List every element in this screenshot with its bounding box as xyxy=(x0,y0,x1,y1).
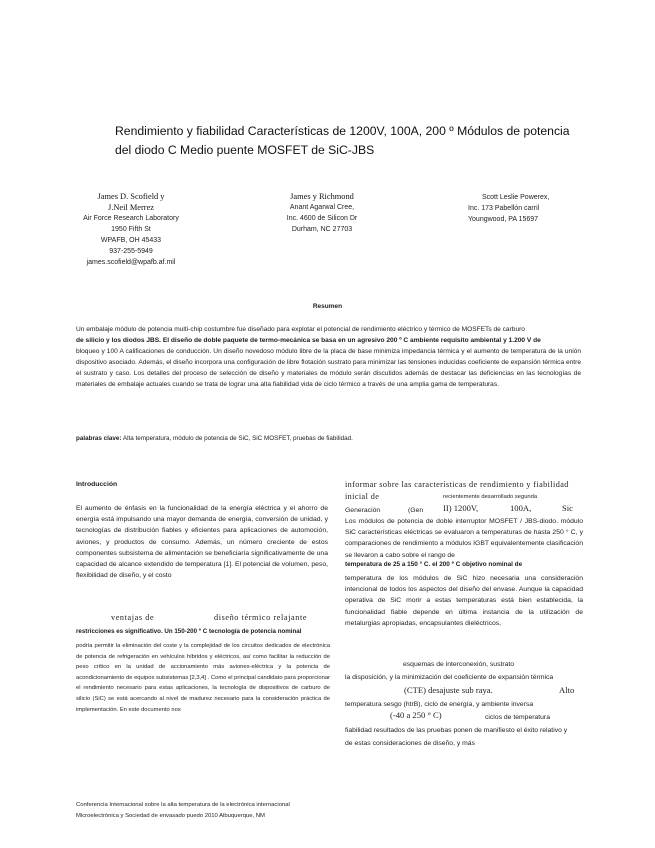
footer-line-1: Conferencia Internacional sobre la alta temperatura de la electrónica internacional xyxy=(76,802,290,808)
keywords-label: palabras clave: xyxy=(76,435,122,442)
author-1-email[interactable]: james.scofield@wpafb.af.mil xyxy=(86,259,176,266)
author-1-affiliation-1: Air Force Research Laboratory xyxy=(83,215,179,222)
section-heading-introduction: Introducción xyxy=(76,481,118,488)
abstract-body xyxy=(76,324,581,390)
left-bold-line: restricciones es significativo. Un 150-200 º C tecnología de potencia nominal xyxy=(76,628,302,635)
author-3-affiliation-1: Scott Leslie Powerex, xyxy=(482,194,550,201)
right-paragraph-2: temperatura de los módulos de SiC hizo necesaria una consideración intencional de todos los aspectos del diseño del envase. Aunque la capacidad operativa de SiC morir a estas temperaturas está bien establecida, la funcionalidad fiable depende en última instancia de la utilización de metalurgias apropiadas, encapsulantes dieléctricos, xyxy=(345,575,583,627)
right-p3-line-6: fiabilidad resultados de las pruebas ponen de manifiesto el éxito relativo y xyxy=(345,727,568,734)
abstract-line-1: Un embalaje módulo de potencia multi-chip costumbre fue diseñado para explotar el potencial de rendimiento eléctrico y térmico de MOSFETs de carburo xyxy=(76,326,525,333)
conference-footer xyxy=(76,800,376,822)
author-block-3 xyxy=(462,191,572,225)
right-p3-line-5b: ciclos de temperatura xyxy=(485,714,550,721)
right-p3-line-7: de estas consideraciones de diseño, y más xyxy=(345,740,475,747)
right-heading-line-2: inicial de xyxy=(345,492,380,501)
author-1-affiliation-2: 1950 Fifth St xyxy=(111,226,151,233)
author-1-phone: 937-255-5949 xyxy=(109,248,153,255)
right-p3-line-4: temperatura sesgo (htrB), ciclo de energía, y ambiente inversa xyxy=(345,701,534,708)
footer-line-2: Microelectrónica y Sociedad de envasado puedo 2010 Albuquerque, NM xyxy=(76,813,265,819)
keywords-text: Alta temperatura, módulo de potencia de SiC, SiC MOSFET, pruebas de fiabilidad. xyxy=(121,435,353,442)
right-p3-line-5a: (-40 a 250 ° C) xyxy=(390,710,442,720)
gen-word-b: (Gen xyxy=(408,507,424,514)
author-block-2 xyxy=(272,191,372,235)
abstract-line-2: de silicio y los diodos JBS. El diseño de doble paquete de termo-mecánica se basa en un agresivo 200 º C ambiente requisito ambiental y 1.200 V de xyxy=(76,337,541,344)
right-paragraph-1: Los módulos de potencia de doble interruptor MOSFET / JBS-diodo. módulo SiC características eléctricas se evaluaron a temperaturas de hasta 250 ° C, y comparaciones de rendimiento a módulos IGBT equivalentemente clasificación se llevaron a cabo sobre el rango de xyxy=(345,518,583,559)
gen-word-c: II) 1200V, xyxy=(443,503,479,513)
abstract-heading: Resumen xyxy=(312,303,343,310)
right-p3-line-3a: (CTE) desajuste sub raya. xyxy=(404,685,493,695)
right-p3-line-2: la disposición, y la minimización del coeficiente de expansión térmica xyxy=(345,674,554,681)
author-1-name-line-1: James D. Scofield y xyxy=(97,192,165,201)
author-2-name: James y Richmond xyxy=(290,192,354,201)
keywords xyxy=(76,434,581,444)
author-1-name-line-2: J.Neil Merrez xyxy=(107,203,155,212)
title-line-2: del diodo C Medio puente MOSFET de SiC-JBS xyxy=(115,143,375,157)
author-2-affiliation-2: Inc. 4600 de Silicon Dr xyxy=(286,215,358,222)
author-2-affiliation-3: Durham, NC 27703 xyxy=(291,226,353,233)
right-p3-line-1: esquemas de interconexión, sustrato xyxy=(403,661,515,668)
intro-paragraph-1: El aumento de énfasis en la funcionalidad de la energía eléctrica y el ahorro de energía está impulsando una mayor demanda de energía, conversión de unidad, y tecnologías de distribución fiables y eficientes para aplicaciones de automoción, aviones, y productos de consumo. Además, un número creciente de estos componentes subsistema de alimentación se beneficiaría significativamente de una capacidad de alcance extendido de temperatura [1]. El potencial de volumen, peso, flexibilidad de diseño, y el costo xyxy=(76,505,328,580)
right-heading-line-1: informar sobre las características de rendimiento y fiabilidad xyxy=(345,480,569,489)
abstract-rest: bloqueo y 100 A calificaciones de conducción. Un diseño novedoso módulo libre de la placa de base minimiza impedancia térmica y el aumento de temperatura de la unión dispositivo asociado. Además, el diseño incorpora una configuración de libre flotación sustrato para minimizar las tensiones inducidas coeficiente de expansión térmica entre el sustrato y caso. Los detalles del proceso de selección de diseño y materiales de módulo serán discutidos además de destacar las deficiencias en las tecnologías de materiales de embalaje actuales cuando se trata de lograr una alta fiabilidad vida de ciclo térmico a través de una amplia gama de temperaturas. xyxy=(76,348,581,388)
author-3-affiliation-2: Inc. 173 Pabellón carril xyxy=(468,205,540,212)
author-2-affiliation-1: Anant Agarwal Cree, xyxy=(289,204,355,211)
author-block-1 xyxy=(76,191,186,268)
subheading-part-b: diseño térmico relajante xyxy=(214,613,308,622)
right-heading-tail: recientemente desarrollado segunda xyxy=(443,494,538,500)
right-p3-line-3b: Alto xyxy=(559,685,575,695)
gen-word-a: Generación xyxy=(345,507,381,514)
subheading-part-a: ventajas de xyxy=(111,613,155,622)
left-small-paragraph: podría permitir la eliminación del coste y la complejidad de los circuitos dedicados de electrónica de potencia de refrigeración en vehículos híbridos y eléctricos, así como facilitar la reducción de peso crítico en la unidad de accionamiento más aviones-eléctrica y la potencia de acondicionamiento de equipos subsistemas [2,3,4] . Como el principal candidato para proporcionar el rendimiento necesario para estas aplicaciones, la tecnología de dispositivos de carburo de silicio (SiC) se está acercando al nivel de madurez necesario para la consideración práctica de implementación. En este documento nos xyxy=(76,643,330,713)
gen-word-e: Sic xyxy=(562,503,573,513)
right-bold-line: temperatura de 25 a 150 ° C. el 200 º C objetivo nominal de xyxy=(345,561,523,568)
author-3-affiliation-3: Youngwood, PA 15697 xyxy=(468,216,539,223)
author-1-affiliation-3: WPAFB, OH 45433 xyxy=(100,237,162,244)
paper-title xyxy=(115,122,585,160)
title-line-1: Rendimiento y fiabilidad Características de 1200V, 100A, 200 º Módulos de potencia xyxy=(115,124,570,138)
gen-word-d: 100A, xyxy=(510,503,532,513)
